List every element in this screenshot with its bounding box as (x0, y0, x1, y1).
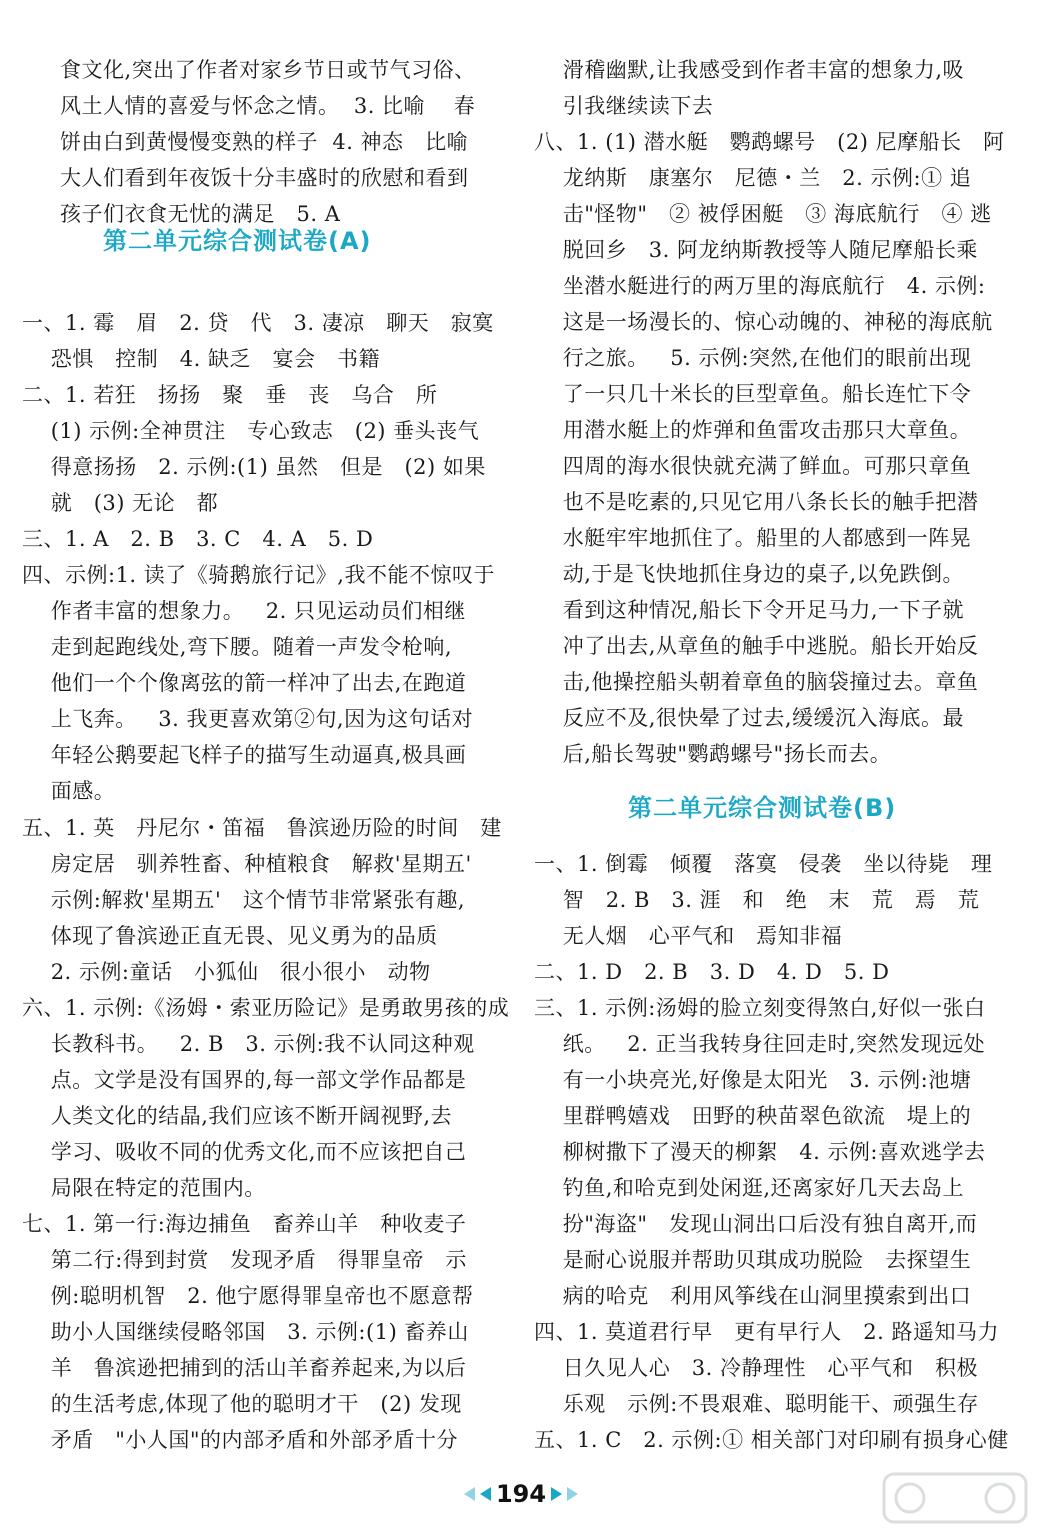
text-line: 食文化,突出了作者对家乡节日或节气习俗、 (60, 58, 476, 82)
text-line: 智 2. B 3. 涯 和 绝 末 荒 焉 荒 (534, 888, 980, 912)
text-line: 大人们看到年夜饭十分丰盛时的欣慰和看到 (60, 166, 469, 190)
text-line: 矛盾 "小人国"的内部矛盾和外部矛盾十分 (22, 1428, 459, 1452)
text-line: 他们一个个像离弦的箭一样冲了出去,在跑道 (22, 671, 467, 695)
text-line: 纸。 2. 正当我转身往回走时,突然发现远处 (534, 1032, 986, 1056)
text-line: 引我继续读下去 (534, 94, 714, 118)
text-line: 三、1. A 2. B 3. C 4. A 5. D (22, 527, 374, 551)
text-line: 了一只几十米长的巨型章鱼。船长连忙下令 (534, 382, 972, 406)
arrow-right-icon (551, 1487, 562, 1501)
text-line: 行之旅。 5. 示例:突然,在他们的眼前出现 (534, 346, 972, 370)
text-line: 饼由白到黄慢慢变熟的样子 4. 神态 比喻 (60, 130, 469, 154)
text-line: 四周的海水很快就充满了鲜血。可那只章鱼 (534, 454, 972, 478)
text-line: 反应不及,很快晕了过去,缓缓沉入海底。最 (534, 706, 965, 730)
text-line: 年轻公鹅要起飞样子的描写生动逼真,极具画 (22, 743, 467, 767)
text-line: 柳树撒下了漫天的柳絮 4. 示例:喜欢逃学去 (534, 1140, 986, 1164)
text-line: 恐惧 控制 4. 缺乏 宴会 书籍 (22, 347, 381, 371)
page-number: 194 (495, 1480, 547, 1508)
text-line: 一、1. 倒霉 倾覆 落寞 侵袭 坐以待毙 理 (534, 852, 993, 876)
text-line: 脱回乡 3. 阿龙纳斯教授等人随尼摩船长乘 (534, 238, 978, 262)
text-line: 面感。 (22, 779, 116, 803)
text-line: 坐潜水艇进行的两万里的海底航行 4. 示例: (534, 274, 986, 298)
text-line: 的生活考虑,体现了他的聪明才干 (2) 发现 (22, 1392, 462, 1416)
text-line: 羊 鲁滨逊把捕到的活山羊畜养起来,为以后 (22, 1356, 467, 1380)
text-line: 上飞奔。 3. 我更喜欢第②句,因为这句话对 (22, 707, 474, 731)
text-line: 长教科书。 2. B 3. 示例:我不认同这种观 (22, 1032, 475, 1056)
text-line: 示例:解救'星期五' 这个情节非常紧张有趣, (22, 888, 466, 912)
text-line: 孩子们衣食无忧的满足 5. A (60, 202, 341, 226)
text-line: 病的哈克 利用风筝线在山洞里摸索到出口 (534, 1284, 972, 1308)
text-line: 后,船长驾驶"鹦鹉螺号"扬长而去。 (534, 742, 892, 766)
text-line: 水艇牢牢地抓住了。船里的人都感到一阵晃 (534, 526, 972, 550)
text-line: 助小人国继续侵略邻国 3. 示例:(1) 畜养山 (22, 1320, 469, 1344)
text-line: 六、1. 示例:《汤姆・索亚历险记》是勇敢男孩的成 (22, 996, 510, 1020)
text-line: 看到这种情况,船长下令开足马力,一下子就 (534, 598, 965, 622)
text-line: 冲了出去,从章鱼的触手中逃脱。船长开始反 (534, 634, 979, 658)
text-line: (1) 示例:全神贯注 专心致志 (2) 垂头丧气 (22, 419, 480, 443)
text-line: 风土人情的喜爱与怀念之情。 3. 比喻 春 (60, 94, 476, 118)
text-line: 五、1. 英 丹尼尔・笛福 鲁滨逊历险的时间 建 (22, 816, 502, 840)
text-line: 得意扬扬 2. 示例:(1) 虽然 但是 (2) 如果 (22, 455, 486, 479)
text-line: 八、1. (1) 潜水艇 鹦鹉螺号 (2) 尼摩船长 阿 (534, 130, 1005, 154)
text-line: 人类文化的结晶,我们应该不断开阔视野,去 (22, 1104, 453, 1128)
watermark-logo (880, 1468, 1030, 1528)
text-line: 四、1. 莫道君行早 更有早行人 2. 路遥知马力 (534, 1320, 999, 1344)
text-line: 点。文学是没有国界的,每一部文学作品都是 (22, 1068, 467, 1092)
arrow-right-icon (567, 1487, 578, 1501)
text-line: 击,他操控船头朝着章鱼的脑袋撞过去。章鱼 (534, 670, 979, 694)
text-line: 三、1. 示例:汤姆的脸立刻变得煞白,好似一张白 (534, 996, 986, 1020)
text-line: 一、1. 霉 眉 2. 贷 代 3. 凄凉 聊天 寂寞 (22, 311, 494, 335)
text-line: 体现了鲁滨逊正直无畏、见义勇为的品质 (22, 924, 438, 948)
section-title: 第二单元综合测试卷(B) (628, 794, 897, 822)
text-line: 钓鱼,和哈克到处闲逛,还离家好几天去岛上 (534, 1176, 965, 1200)
text-line: 五、1. C 2. 示例:① 相关部门对印刷有损身心健 (534, 1428, 1009, 1452)
text-line: 动,于是飞快地抓住身边的桌子,以免跌倒。 (534, 562, 965, 586)
arrow-left-icon (480, 1487, 491, 1501)
text-line: 有一小块亮光,好像是太阳光 3. 示例:池塘 (534, 1068, 972, 1092)
text-line: 房定居 驯养牲畜、种植粮食 解救'星期五' (22, 852, 472, 876)
text-line: 学习、吸收不同的优秀文化,而不应该把自己 (22, 1140, 467, 1164)
text-line: 2. 示例:童话 小狐仙 很小很小 动物 (22, 960, 431, 984)
section-title: 第二单元综合测试卷(A) (103, 227, 372, 255)
text-line: 乐观 示例:不畏艰难、聪明能干、顽强生存 (534, 1392, 979, 1416)
text-line: 扮"海盗" 发现山洞出口后没有独自离开,而 (534, 1212, 978, 1236)
text-line: 龙纳斯 康塞尔 尼德・兰 2. 示例:① 追 (534, 166, 972, 190)
arrow-left-icon (464, 1487, 475, 1501)
text-line: 七、1. 第一行:海边捕鱼 畜养山羊 种收麦子 (22, 1212, 467, 1236)
text-line: 例:聪明机智 2. 他宁愿得罪皇帝也不愿意帮 (22, 1284, 474, 1308)
text-line: 局限在特定的范围内。 (22, 1176, 266, 1200)
text-line: 击"怪物" ② 被俘困艇 ③ 海底航行 ④ 逃 (534, 202, 992, 226)
text-line: 二、1. D 2. B 3. D 4. D 5. D (534, 960, 890, 984)
text-line: 无人烟 心平气和 焉知非福 (534, 924, 843, 948)
text-line: 用潜水艇上的炸弹和鱼雷攻击那只大章鱼。 (534, 418, 972, 442)
text-line: 作者丰富的想象力。 2. 只见运动员们相继 (22, 599, 466, 623)
text-line: 就 (3) 无论 都 (22, 491, 219, 515)
text-line: 滑稽幽默,让我感受到作者丰富的想象力,吸 (534, 58, 965, 82)
text-line: 第二行:得到封赏 发现矛盾 得罪皇帝 示 (22, 1248, 467, 1272)
text-line: 二、1. 若狂 扬扬 聚 垂 丧 乌合 所 (22, 383, 438, 407)
text-line: 四、示例:1. 读了《骑鹅旅行记》,我不能不惊叹于 (22, 563, 495, 587)
text-line: 也不是吃素的,只见它用八条长长的触手把潜 (534, 490, 979, 514)
text-line: 这是一场漫长的、惊心动魄的、神秘的海底航 (534, 310, 993, 334)
text-line: 里群鸭嬉戏 田野的秧苗翠色欲流 堤上的 (534, 1104, 972, 1128)
text-line: 是耐心说服并帮助贝琪成功脱险 去探望生 (534, 1248, 972, 1272)
text-line: 走到起跑线处,弯下腰。随着一声发令枪响, (22, 635, 453, 659)
text-line: 日久见人心 3. 冷静理性 心平气和 积极 (534, 1356, 978, 1380)
